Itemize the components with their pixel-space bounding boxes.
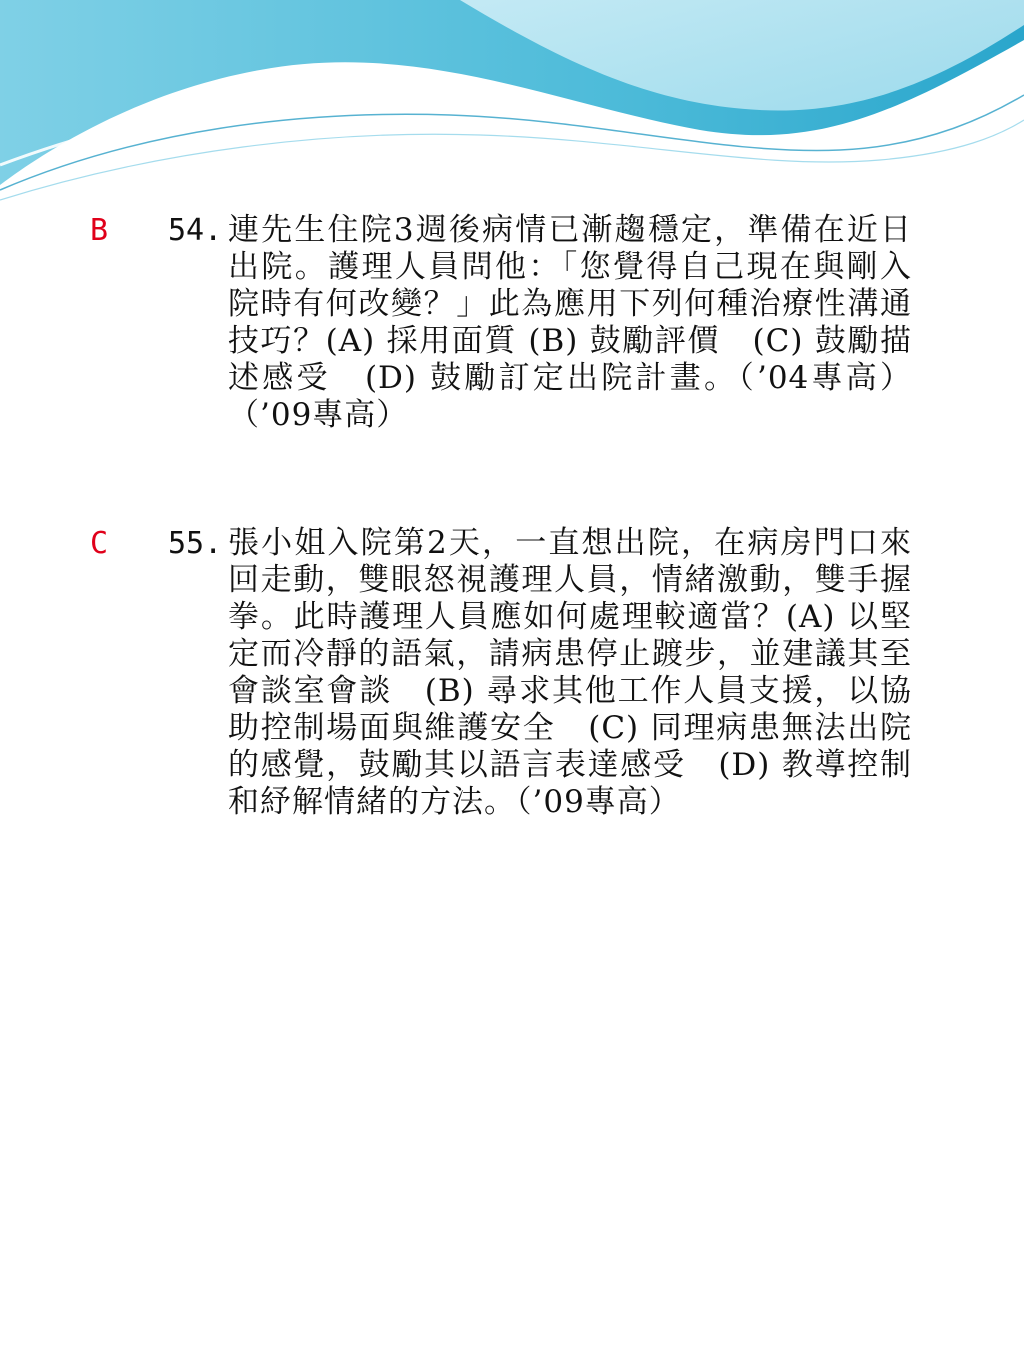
question-number: 55. <box>168 526 223 561</box>
question-text: 張小姐入院第2天，一直想出院，在病房門口來回走動，雙眼怒視護理人員，情緒激動，雙手握拳。此時護理人員應如何處理較適當？(A) 以堅定而冷靜的語氣，請病患停止踱步，並建議其至會談室會談 (B) 尋求其他工作人員支援，以協助控制場面與維護安全 (C) 同理病患無法出院的感覺，鼓勵其以語言表達感受 (D) 教導控制和紓解情緒的方法。（’09專高） <box>228 525 912 820</box>
answer-label: C <box>90 526 109 561</box>
answer-label: B <box>90 213 109 248</box>
question-text: 連先生住院3週後病情已漸趨穩定，準備在近日出院。護理人員問他：「您覺得自己現在與剛入院時有何改變？」此為應用下列何種治療性溝通技巧？(A) 採用面質 (B) 鼓勵評價 (C) 鼓勵描述感受 (D) 鼓勵訂定出院計畫。（’04專高）（’09專高） <box>228 212 912 433</box>
header-wave-decoration <box>0 0 1024 210</box>
question-number: 54. <box>168 213 223 248</box>
